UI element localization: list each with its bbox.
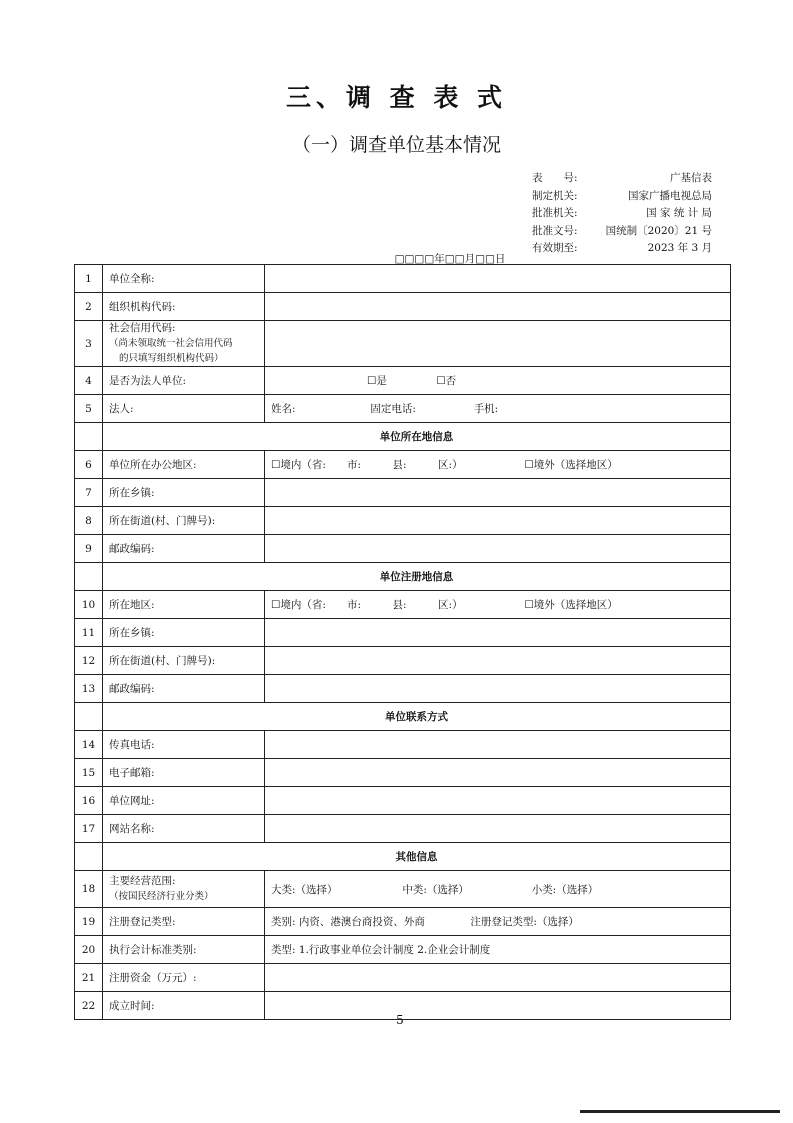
meta-label: 有效期至: bbox=[532, 242, 578, 254]
field-label: 单位所在办公地区: bbox=[103, 451, 265, 479]
mobile-field[interactable]: 手机: bbox=[473, 403, 499, 415]
blank-cell bbox=[75, 703, 103, 731]
field-label: 社会信用代码: bbox=[109, 322, 176, 334]
field-note: 的只填写组织机构代码） bbox=[119, 353, 224, 364]
table-row bbox=[75, 293, 731, 321]
table-row bbox=[75, 451, 731, 479]
row-number: 1 bbox=[75, 265, 103, 293]
accounting-standard-select[interactable]: 类型: 1.行政事业单位会计制度 2.企业会计制度 bbox=[265, 936, 731, 964]
site-name-input[interactable] bbox=[265, 815, 731, 843]
postal-code-input[interactable] bbox=[265, 535, 731, 563]
table-row bbox=[75, 591, 731, 619]
website-input[interactable] bbox=[265, 787, 731, 815]
row-number: 18 bbox=[75, 871, 103, 908]
field-label: 单位网址: bbox=[103, 787, 265, 815]
section-subtitle: （一）调查单位基本情况 bbox=[291, 134, 501, 156]
section-heading: 单位所在地信息 bbox=[103, 423, 731, 451]
blank-cell bbox=[75, 843, 103, 871]
row-number: 9 bbox=[75, 535, 103, 563]
street-input[interactable] bbox=[265, 507, 731, 535]
table-row bbox=[75, 936, 731, 964]
row-number: 13 bbox=[75, 675, 103, 703]
row-number: 17 bbox=[75, 815, 103, 843]
row-number: 8 bbox=[75, 507, 103, 535]
field-label: 主要经营范围: bbox=[109, 875, 176, 887]
overseas-checkbox[interactable]: ☐境外（选择地区） bbox=[524, 459, 618, 471]
table-row bbox=[75, 535, 731, 563]
legal-person-fields bbox=[265, 395, 731, 423]
field-label-cell bbox=[103, 321, 265, 367]
registration-type-fields bbox=[265, 908, 731, 936]
legal-entity-options bbox=[265, 367, 731, 395]
table-row bbox=[75, 871, 731, 908]
office-region-fields bbox=[265, 451, 731, 479]
row-number: 2 bbox=[75, 293, 103, 321]
township-input[interactable] bbox=[265, 479, 731, 507]
major-category-select[interactable]: 大类:（选择） bbox=[271, 883, 338, 896]
township-input[interactable] bbox=[265, 619, 731, 647]
row-number: 12 bbox=[75, 647, 103, 675]
row-number: 15 bbox=[75, 759, 103, 787]
date-line: □□□□年□□月□□日 bbox=[394, 253, 506, 265]
table-row bbox=[75, 265, 731, 293]
table-row bbox=[75, 321, 731, 367]
meta-label: 批准机关: bbox=[532, 207, 578, 219]
field-label: 所在街道(村、门牌号): bbox=[103, 647, 265, 675]
field-label: 执行会计标准类别: bbox=[103, 936, 265, 964]
meta-value: 2023 年 3 月 bbox=[647, 242, 712, 254]
field-label: 注册资金（万元）: bbox=[103, 964, 265, 992]
org-code-input[interactable] bbox=[265, 293, 731, 321]
field-label: 所在街道(村、门牌号): bbox=[103, 507, 265, 535]
email-input[interactable] bbox=[265, 759, 731, 787]
field-label: 传真电话: bbox=[103, 731, 265, 759]
section-row bbox=[75, 563, 731, 591]
row-number: 3 bbox=[75, 321, 103, 367]
field-label: 所在乡镇: bbox=[103, 479, 265, 507]
survey-form-table bbox=[74, 264, 731, 1020]
field-label: 成立时间: bbox=[103, 992, 265, 1020]
section-row bbox=[75, 843, 731, 871]
section-row bbox=[75, 423, 731, 451]
minor-category-select[interactable]: 小类:（选择） bbox=[531, 883, 599, 896]
row-number: 19 bbox=[75, 908, 103, 936]
field-label: 是否为法人单位: bbox=[103, 367, 265, 395]
category-select[interactable]: 类别: 内资、港澳台商投资、外商 bbox=[271, 916, 425, 928]
table-row bbox=[75, 731, 731, 759]
meta-row bbox=[532, 223, 712, 241]
row-number: 20 bbox=[75, 936, 103, 964]
middle-category-select[interactable]: 中类:（选择） bbox=[402, 883, 469, 896]
name-field[interactable]: 姓名: bbox=[271, 403, 296, 415]
section-heading: 单位注册地信息 bbox=[103, 563, 731, 591]
field-label: 邮政编码: bbox=[103, 675, 265, 703]
meta-row bbox=[532, 188, 712, 206]
checkbox-no[interactable]: ☐否 bbox=[436, 375, 457, 387]
fax-input[interactable] bbox=[265, 731, 731, 759]
overseas-checkbox[interactable]: ☐境外（选择地区） bbox=[524, 599, 618, 611]
row-number: 22 bbox=[75, 992, 103, 1020]
row-number: 11 bbox=[75, 619, 103, 647]
field-label: 邮政编码: bbox=[103, 535, 265, 563]
page-title: 三、调 查 表 式 bbox=[285, 83, 508, 112]
credit-code-input[interactable] bbox=[265, 321, 731, 367]
meta-value: 国家广播电视总局 bbox=[628, 189, 712, 202]
row-number: 14 bbox=[75, 731, 103, 759]
field-note: （按国民经济行业分类） bbox=[109, 891, 214, 902]
table-row bbox=[75, 964, 731, 992]
meta-row bbox=[532, 170, 712, 188]
row-number: 4 bbox=[75, 367, 103, 395]
field-label: 组织机构代码: bbox=[103, 293, 265, 321]
registration-type-select[interactable]: 注册登记类型:（选择） bbox=[470, 916, 579, 928]
table-row bbox=[75, 908, 731, 936]
unit-name-input[interactable] bbox=[265, 265, 731, 293]
meta-label: 表 号: bbox=[532, 172, 578, 184]
row-number: 7 bbox=[75, 479, 103, 507]
field-note: （尚未领取统一社会信用代码 bbox=[109, 338, 233, 349]
row-number: 10 bbox=[75, 591, 103, 619]
row-number: 16 bbox=[75, 787, 103, 815]
field-label: 所在地区: bbox=[103, 591, 265, 619]
field-label: 网站名称: bbox=[103, 815, 265, 843]
row-number: 5 bbox=[75, 395, 103, 423]
section-row bbox=[75, 703, 731, 731]
street-input[interactable] bbox=[265, 647, 731, 675]
form-metadata bbox=[532, 170, 712, 258]
field-label: 所在乡镇: bbox=[103, 619, 265, 647]
meta-value: 国 家 统 计 局 bbox=[646, 207, 712, 219]
section-heading: 单位联系方式 bbox=[103, 703, 731, 731]
field-label-cell bbox=[103, 871, 265, 908]
table-row bbox=[75, 815, 731, 843]
landline-field[interactable]: 固定电话: bbox=[370, 403, 416, 415]
meta-label: 批准文号: bbox=[532, 224, 578, 237]
row-number: 21 bbox=[75, 964, 103, 992]
meta-label: 制定机关: bbox=[532, 189, 578, 202]
table-row bbox=[75, 647, 731, 675]
table-row bbox=[75, 759, 731, 787]
blank-cell bbox=[75, 563, 103, 591]
field-label: 注册登记类型: bbox=[103, 908, 265, 936]
page-number: 5 bbox=[396, 1013, 404, 1027]
table-row bbox=[75, 619, 731, 647]
checkbox-yes[interactable]: ☐是 bbox=[367, 375, 387, 387]
table-row bbox=[75, 395, 731, 423]
registered-region-fields bbox=[265, 591, 731, 619]
table-row bbox=[75, 507, 731, 535]
table-row bbox=[75, 787, 731, 815]
table-row bbox=[75, 675, 731, 703]
field-label: 单位全称: bbox=[103, 265, 265, 293]
table-row bbox=[75, 367, 731, 395]
domestic-checkbox[interactable]: ☐境内（省: 市: 县: 区:） bbox=[271, 599, 463, 611]
field-label: 法人: bbox=[103, 395, 265, 423]
table-row bbox=[75, 479, 731, 507]
scan-artifact-line bbox=[580, 1110, 780, 1113]
registered-capital-input[interactable] bbox=[265, 964, 731, 992]
row-number: 6 bbox=[75, 451, 103, 479]
postal-code-input[interactable] bbox=[265, 675, 731, 703]
meta-value: 广基信表 bbox=[670, 172, 712, 184]
industry-selects bbox=[265, 871, 731, 908]
meta-value: 国统制〔2020〕21 号 bbox=[605, 224, 712, 237]
blank-cell bbox=[75, 423, 103, 451]
meta-row bbox=[532, 205, 712, 223]
section-heading: 其他信息 bbox=[103, 843, 731, 871]
domestic-checkbox[interactable]: ☐境内（省: 市: 县: 区:） bbox=[271, 459, 463, 471]
field-label: 电子邮箱: bbox=[103, 759, 265, 787]
